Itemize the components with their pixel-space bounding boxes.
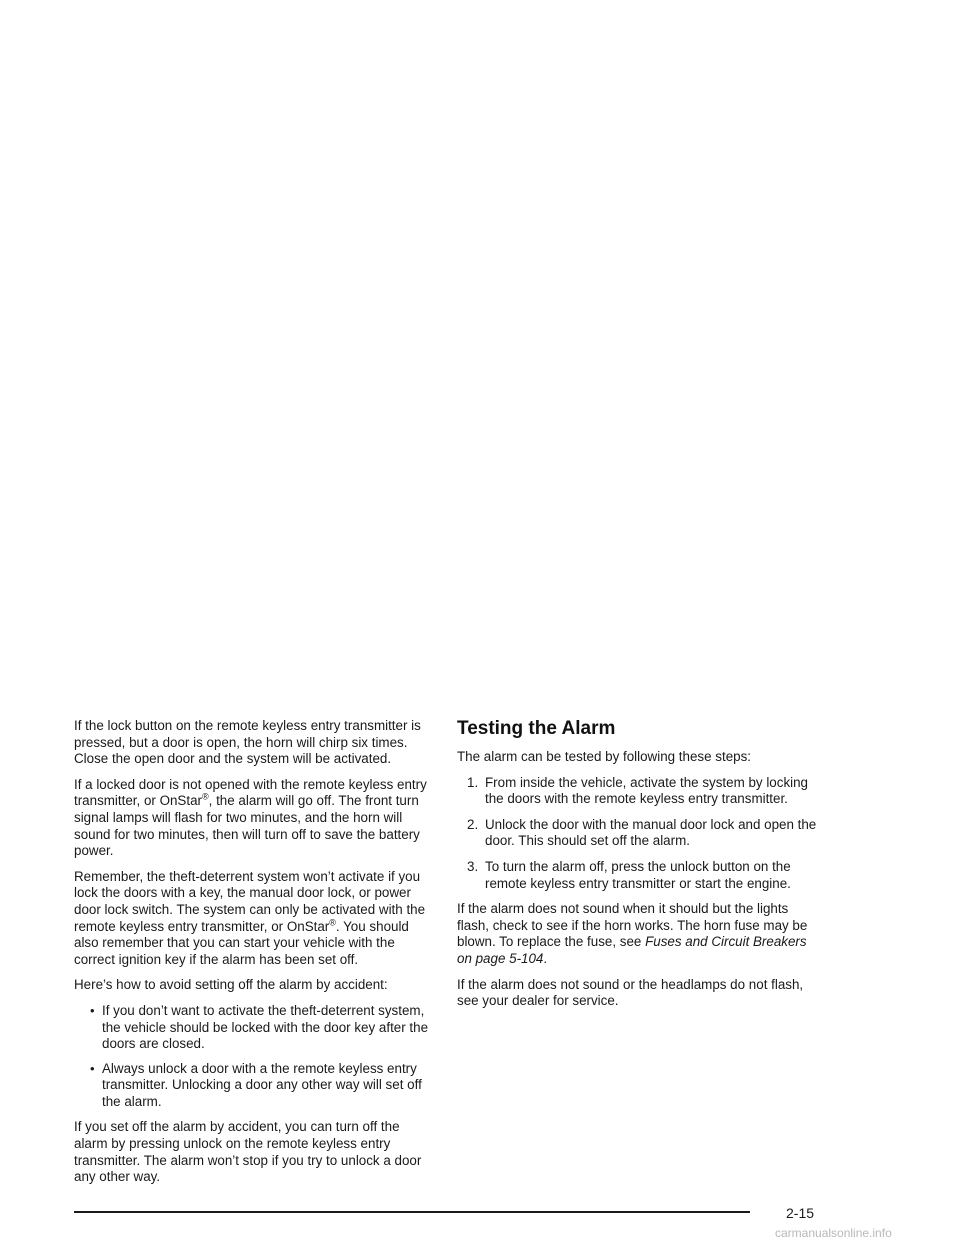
steps-list	[457, 775, 822, 893]
bullet-list	[74, 1003, 434, 1111]
step-text: To turn the alarm off, press the unlock button on the remote keyless entry transmitter or start the engine.	[485, 858, 791, 891]
list-item	[74, 1061, 434, 1111]
list-item-text: Always unlock a door with a the remote keyless entry transmitter. Unlocking a door any other way will set off the alarm.	[102, 1060, 422, 1109]
list-item	[457, 775, 822, 808]
paragraph-remember	[74, 869, 434, 969]
right-column	[457, 718, 822, 1019]
list-item	[457, 817, 822, 850]
paragraph-avoid-intro: Here’s how to avoid setting off the alarm by accident:	[74, 977, 388, 993]
paragraph-text: If the alarm does not sound when it should but the lights flash, check to see if the horn works. The horn fuse may be blown. To replace the fuse, see	[457, 901, 808, 950]
list-item	[457, 859, 822, 892]
paragraph-text: . You should also remember that you can start your vehicle with the correct ignition key if the alarm has been set off.	[74, 918, 409, 967]
paragraph-accident: If you set off the alarm by accident, you can turn off the alarm by pressing unlock on the remote keyless entry transmitter. The alarm won’t stop if you try to unlock a door any other way.	[74, 1119, 422, 1185]
list-item-text: If you don’t want to activate the theft-deterrent system, the vehicle should be locked with the door key after the doors are closed.	[102, 1002, 429, 1052]
paragraph-fuse	[457, 901, 822, 967]
step-text: Unlock the door with the manual door lock and open the door. This should set off the alarm.	[485, 816, 817, 849]
paragraph-test-intro: The alarm can be tested by following these steps:	[457, 749, 752, 764]
section-heading: Testing the Alarm	[457, 718, 616, 739]
step-number: 1.	[467, 774, 479, 790]
list-item	[74, 1003, 434, 1053]
paragraph-text: If a locked door is not opened with the remote keyless entry transmitter, or OnStar	[74, 776, 427, 809]
bullet-icon: •	[90, 1060, 95, 1076]
cross-reference-link[interactable]: Fuses and Circuit Breakers on page 5-104	[457, 934, 807, 966]
registered-mark: ®	[202, 791, 209, 802]
step-number: 3.	[467, 858, 479, 874]
footer-rule	[74, 1211, 750, 1213]
paragraph-text: Remember, the theft-deterrent system won’t activate if you lock the doors with a key, the manual door lock, or power door lock switch. The system can only be activated with the remote keyless entry transmitter, or OnStar	[74, 868, 426, 934]
step-text: From inside the vehicle, activate the system by locking the doors with the remote keyless entry transmitter.	[485, 774, 809, 807]
paragraph-locked-door	[74, 777, 434, 860]
paragraph-lock-button: If the lock button on the remote keyless entry transmitter is pressed, but a door is open, the horn will chirp six times. Close the open door and the system will be activated.	[74, 718, 421, 767]
paragraph-text: .	[543, 950, 548, 966]
step-number: 2.	[467, 816, 479, 832]
paragraph-text: , the alarm will go off. The front turn signal lamps will flash for two minutes, and the horn will sound for two minutes, then will turn off to save the battery power.	[74, 793, 420, 859]
paragraph-dealer: If the alarm does not sound or the headlamps do not flash, see your dealer for service.	[457, 976, 804, 1009]
watermark: carmanualsonline.info	[775, 1226, 892, 1240]
bullet-icon: •	[90, 1002, 95, 1018]
left-column	[74, 718, 434, 1195]
page-number: 2-15	[786, 1205, 815, 1221]
registered-mark: ®	[329, 917, 336, 928]
